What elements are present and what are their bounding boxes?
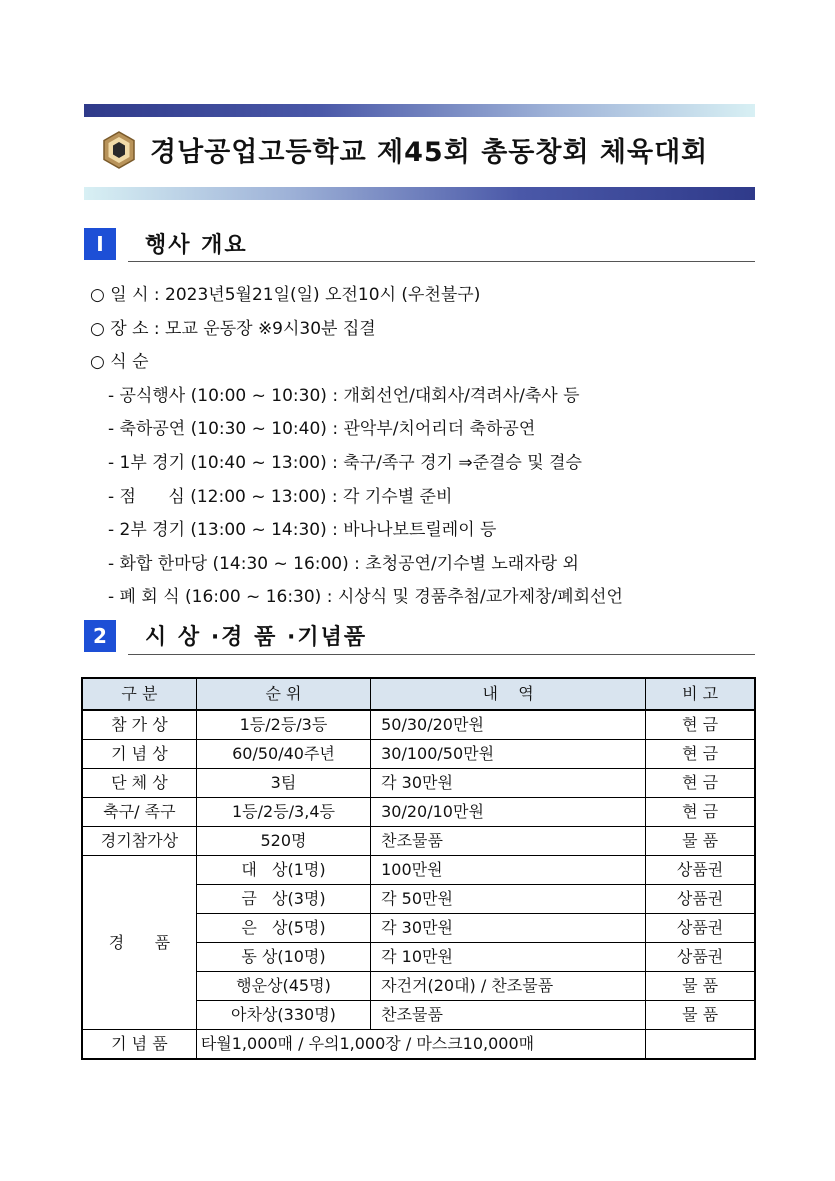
detail-cell: 각 30만원 — [371, 769, 646, 798]
table-row — [82, 856, 755, 885]
rank-cell: 3팀 — [196, 769, 370, 798]
detail-cell: 각 50만원 — [371, 885, 646, 914]
schedule-item: - 공식행사 (10:00 ~ 10:30) : 개회선언/대회사/격려사/축사 등 — [108, 386, 580, 406]
detail-cell: 각 10만원 — [371, 943, 646, 972]
rank-cell: 금 상(3명) — [196, 885, 370, 914]
category-cell: 단 체 상 — [82, 769, 196, 798]
note-cell: 상품권 — [646, 856, 755, 885]
note-cell — [646, 1030, 755, 1060]
detail-cell: 50/30/20만원 — [371, 710, 646, 740]
rank-cell: 행운상(45명) — [196, 972, 370, 1001]
note-cell: 현 금 — [646, 740, 755, 769]
category-cell: 기 념 품 — [82, 1030, 196, 1060]
event-date-line: ○ 일 시 : 2023년5월21일(일) 오전10시 (우천불구) — [90, 285, 481, 305]
note-cell: 상품권 — [646, 885, 755, 914]
section-2-title: 시 상 ·경 품 ·기념품 — [145, 625, 368, 650]
souvenir-detail-cell: 타월1,000매 / 우의1,000장 / 마스크10,000매 — [196, 1030, 645, 1060]
header-top-bar — [84, 104, 755, 117]
note-cell: 상품권 — [646, 943, 755, 972]
note-cell: 물 품 — [646, 1001, 755, 1030]
note-cell: 현 금 — [646, 769, 755, 798]
schedule-item: - 화합 한마당 (14:30 ~ 16:00) : 초청공연/기수별 노래자랑 외 — [108, 554, 579, 574]
table-row — [82, 740, 755, 769]
rank-cell: 동 상(10명) — [196, 943, 370, 972]
rank-cell: 520명 — [196, 827, 370, 856]
table-row — [82, 769, 755, 798]
column-header: 구 분 — [82, 678, 196, 710]
note-cell: 물 품 — [646, 972, 755, 1001]
detail-cell: 찬조물품 — [371, 1001, 646, 1030]
table-row — [82, 798, 755, 827]
note-cell: 물 품 — [646, 827, 755, 856]
rank-cell: 1등/2등/3등 — [196, 710, 370, 740]
rank-cell: 은 상(5명) — [196, 914, 370, 943]
table-row — [82, 1030, 755, 1060]
table-row — [82, 827, 755, 856]
category-cell: 참 가 상 — [82, 710, 196, 740]
section-1-number: Ⅰ — [84, 228, 116, 260]
section-2-divider — [128, 654, 755, 655]
detail-cell: 찬조물품 — [371, 827, 646, 856]
table-row — [82, 710, 755, 740]
detail-cell: 30/100/50만원 — [371, 740, 646, 769]
rank-cell: 대 상(1명) — [196, 856, 370, 885]
schedule-item: - 2부 경기 (13:00 ~ 14:30) : 바나나보트릴레이 등 — [108, 520, 497, 540]
schedule-item: - 폐 회 식 (16:00 ~ 16:30) : 시상식 및 경품추첨/교가제창/폐회선언 — [108, 587, 623, 607]
section-2-number: 2 — [84, 620, 116, 652]
page-title: 경남공업고등학교 제45회 총동창회 체육대회 — [150, 137, 709, 168]
note-cell: 상품권 — [646, 914, 755, 943]
table-header-row — [82, 678, 755, 710]
note-cell: 현 금 — [646, 798, 755, 827]
program-heading: ○ 식 순 — [90, 352, 149, 372]
category-cell: 경기참가상 — [82, 827, 196, 856]
category-cell: 축구/ 족구 — [82, 798, 196, 827]
prize-category-cell: 경 품 — [82, 856, 196, 1030]
column-header: 순 위 — [196, 678, 370, 710]
header-bottom-bar — [84, 187, 755, 200]
detail-cell: 30/20/10만원 — [371, 798, 646, 827]
note-cell: 현 금 — [646, 710, 755, 740]
section-1-title: 행사 개요 — [145, 233, 248, 258]
rank-cell: 아차상(330명) — [196, 1001, 370, 1030]
detail-cell: 자건거(20대) / 찬조물품 — [371, 972, 646, 1001]
rank-cell: 1등/2등/3,4등 — [196, 798, 370, 827]
schedule-item: - 1부 경기 (10:40 ~ 13:00) : 축구/족구 경기 ⇒준결승 및 결승 — [108, 453, 582, 473]
section-1-divider — [128, 261, 755, 262]
schedule-item: - 점 심 (12:00 ~ 13:00) : 각 기수별 준비 — [108, 487, 453, 507]
detail-cell: 100만원 — [371, 856, 646, 885]
school-emblem-icon — [102, 131, 136, 169]
column-header: 비 고 — [646, 678, 755, 710]
awards-table — [81, 677, 756, 1060]
rank-cell: 60/50/40주년 — [196, 740, 370, 769]
column-header: 내 역 — [371, 678, 646, 710]
detail-cell: 각 30만원 — [371, 914, 646, 943]
category-cell: 기 념 상 — [82, 740, 196, 769]
event-venue-line: ○ 장 소 : 모교 운동장 ※9시30분 집결 — [90, 319, 376, 339]
schedule-item: - 축하공연 (10:30 ~ 10:40) : 관악부/치어리더 축하공연 — [108, 419, 536, 439]
